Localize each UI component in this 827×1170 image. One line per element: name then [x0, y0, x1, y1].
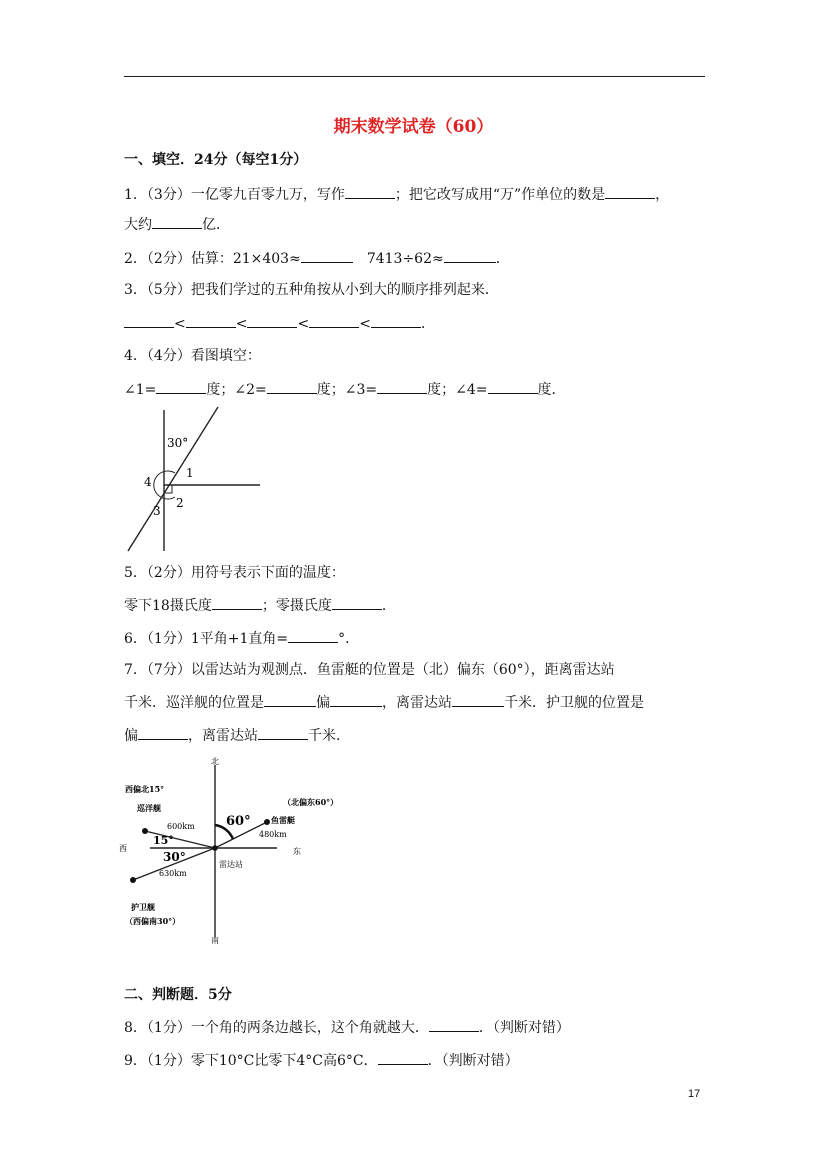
radar-figure — [115, 755, 345, 945]
header-rule — [124, 76, 705, 77]
q1-text-c: ， — [655, 187, 670, 203]
q1-text-a: 1．（3分）一亿零九百零九万，写作 — [124, 187, 345, 203]
q5-text-b: 零下18摄氏度 — [124, 598, 212, 614]
lt-sign: < — [235, 316, 248, 332]
angle-30-label: 30° — [163, 850, 186, 864]
north-label: 北 — [211, 757, 219, 766]
q7-text-b4: 千米．护卫舰的位置是 — [504, 695, 644, 711]
q9-text-b: ．（判断对错） — [427, 1053, 519, 1069]
answer-blank[interactable] — [452, 692, 504, 707]
q7-text-c3: 千米． — [308, 728, 350, 744]
q7-text-b1: 千米．巡洋舰的位置是 — [124, 695, 264, 711]
cruiser-distance-label: 600km — [167, 822, 195, 831]
q6-text-a: 6．（1分）1平角+1直角= — [124, 631, 289, 647]
radar-point — [212, 845, 218, 851]
angle-figure — [120, 405, 270, 555]
torpedo-point — [264, 819, 270, 825]
angle-60-label: 60° — [226, 814, 251, 829]
question-1 — [124, 184, 669, 205]
page-number: 17 — [688, 1088, 701, 1100]
angle-30-label: 30° — [167, 436, 189, 450]
section-1-heading: 一、填空．24分（每空1分） — [124, 152, 308, 168]
section-2-heading: 二、判断题．5分 — [124, 987, 232, 1003]
q7-text-b3: ，离雷达站 — [382, 695, 452, 711]
escort-label: 护卫舰 — [131, 902, 155, 912]
torpedo-distance-label: 480km — [259, 830, 287, 839]
q4-end: 度． — [537, 382, 566, 398]
answer-blank[interactable] — [267, 379, 317, 394]
slanted-line — [128, 407, 218, 551]
angle-1-label: 1 — [186, 466, 194, 480]
escort-point — [130, 877, 136, 883]
escort-distance-label: 630km — [159, 869, 187, 878]
angle-4-label: 4 — [144, 475, 152, 489]
lt-sign: < — [174, 316, 186, 332]
lt-sign: < — [359, 316, 371, 332]
answer-blank[interactable] — [264, 692, 316, 707]
answer-blank[interactable] — [444, 248, 496, 263]
answer-blank[interactable] — [124, 313, 174, 328]
answer-blank[interactable] — [258, 725, 308, 740]
q4-angle4-label: 度；∠4= — [427, 382, 488, 398]
answer-blank[interactable] — [138, 725, 188, 740]
answer-blank[interactable] — [156, 379, 206, 394]
answer-blank[interactable] — [488, 379, 538, 394]
cruiser-label: 巡洋舰 — [137, 803, 161, 813]
question-4-blanks — [124, 379, 566, 400]
answer-blank[interactable] — [429, 1017, 479, 1032]
answer-blank[interactable] — [301, 248, 353, 263]
q6-text-b: °． — [338, 631, 360, 647]
q1-text-e: 亿． — [202, 217, 230, 233]
east-label: 东 — [293, 847, 301, 856]
question-7-line2 — [124, 692, 644, 713]
q5-text-c: ；零摄氏度 — [261, 598, 332, 614]
cruiser-point — [142, 828, 148, 834]
question-2 — [124, 248, 510, 269]
q1-text-b: ；把它改写成用“万”作单位的数是 — [394, 187, 606, 203]
q4-angle3-label: 度；∠3= — [316, 382, 378, 398]
answer-blank[interactable] — [288, 628, 338, 643]
west-label: 西 — [119, 844, 127, 853]
radar-station-label: 雷达站 — [219, 860, 243, 869]
q8-text-b: ．（判断对错） — [478, 1020, 570, 1036]
answer-blank[interactable] — [212, 595, 262, 610]
q5-text-d: ． — [381, 598, 396, 614]
torpedo-label: 鱼雷艇 — [271, 815, 295, 825]
q4-angle2-label: 度；∠2= — [206, 382, 267, 398]
answer-blank[interactable] — [309, 313, 359, 328]
answer-blank[interactable] — [345, 184, 395, 199]
q2-text-b: 7413÷62≈ — [366, 251, 444, 267]
q7-text-b2: 偏 — [316, 695, 330, 711]
torpedo-direction-label: （北偏东60°） — [283, 797, 339, 807]
answer-blank[interactable] — [371, 313, 421, 328]
escort-direction-label: （西偏南30°） — [125, 916, 181, 926]
page-title: 期末数学试卷（60） — [333, 117, 494, 137]
angle-3-label: 3 — [153, 504, 161, 518]
q2-text-c: ． — [495, 251, 510, 267]
answer-blank[interactable] — [152, 214, 202, 229]
cruiser-direction-label: 西偏北15° — [125, 784, 165, 794]
question-7: 7．（7分）以雷达站为观测点．鱼雷艇的位置是（北）偏东（60°），距离雷达站 — [124, 662, 615, 678]
q1-text-d: 大约 — [124, 217, 152, 233]
q9-text-a: 9．（1分）零下10°C比零下4°C高6°C． — [124, 1053, 378, 1069]
question-9 — [124, 1050, 519, 1071]
question-3-blanks — [124, 313, 435, 334]
south-label: 南 — [211, 936, 219, 945]
question-4: 4．（4分）看图填空： — [124, 348, 261, 364]
q3-end: ． — [420, 316, 435, 332]
q2-text-a: 2．（2分）估算：21×403≈ — [124, 251, 301, 267]
q8-text-a: 8．（1分）一个角的两条边越长，这个角就越大． — [124, 1020, 429, 1036]
question-3: 3．（5分）把我们学过的五种角按从小到大的顺序排列起来． — [124, 282, 499, 298]
angle-15-label: 15° — [153, 834, 174, 847]
angle-2-label: 2 — [176, 496, 184, 510]
answer-blank[interactable] — [247, 313, 297, 328]
question-8 — [124, 1017, 570, 1038]
answer-blank[interactable] — [332, 595, 382, 610]
answer-blank[interactable] — [330, 692, 382, 707]
answer-blank[interactable] — [377, 379, 427, 394]
answer-blank[interactable] — [605, 184, 655, 199]
question-1-cont — [124, 214, 230, 235]
q4-angle1-label: ∠1= — [124, 382, 157, 398]
question-5-blanks — [124, 595, 396, 616]
question-5: 5．（2分）用符号表示下面的温度： — [124, 565, 345, 581]
question-7-line3 — [124, 725, 350, 746]
answer-blank[interactable] — [186, 313, 236, 328]
question-6 — [124, 628, 359, 649]
lt-sign: < — [297, 316, 310, 332]
answer-blank[interactable] — [378, 1050, 428, 1065]
q7-text-c2: ，离雷达站 — [188, 728, 258, 744]
q7-text-c1: 偏 — [124, 728, 138, 744]
